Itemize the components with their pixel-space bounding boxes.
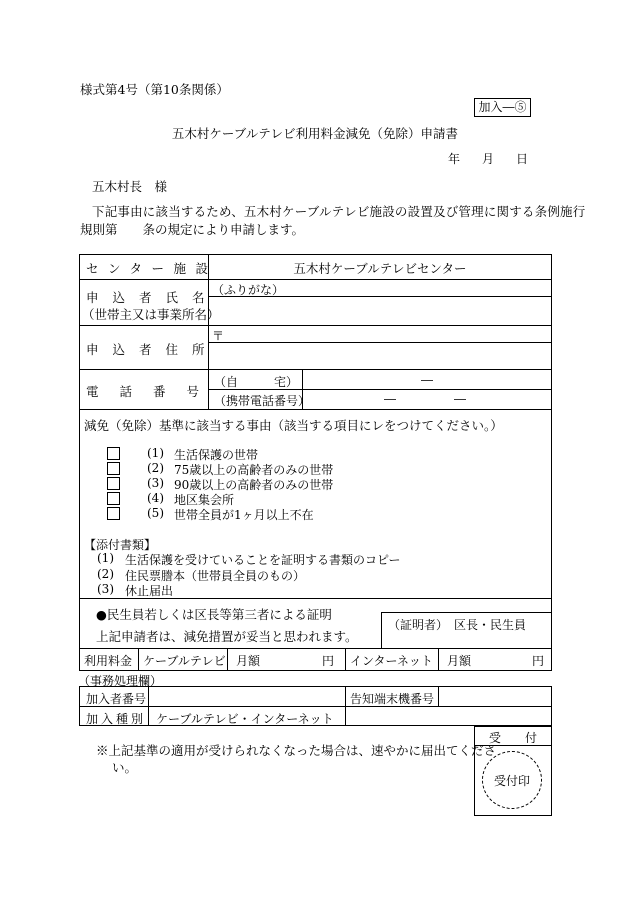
center-label	[86, 259, 218, 277]
member-no-label: 加入者番号	[86, 692, 147, 706]
fee-cable-label: ケーブルテレビ	[143, 654, 226, 668]
certification-statement: 上記申請者は、減免措置が妥当と思われます。	[96, 629, 358, 644]
intro-line-2: 規則第 条の規定により申請します。	[80, 222, 305, 237]
attachment-num-3: (3)	[97, 582, 114, 596]
fee-internet-label: インターネット	[350, 654, 433, 668]
attachments-heading: 【添付書類】	[84, 538, 157, 552]
attachment-text-2: 住民票謄本（世帯員全員のもの）	[125, 569, 306, 583]
reason-num-3: (3)	[147, 476, 164, 490]
reception-label: 受 付	[488, 731, 537, 745]
office-heading: （事務処理欄）	[78, 674, 163, 688]
terminal-no-label: 告知端末機番号	[350, 692, 435, 706]
phone-mobile-label: （携帯電話番号）	[214, 394, 311, 408]
name-label-sub: （世帯主又は事業所名）	[82, 307, 220, 322]
certifier-value: 区長・民生員	[454, 618, 527, 632]
fee-internet-monthly: 月額	[447, 654, 472, 668]
date-day-label: 日	[516, 152, 529, 166]
furigana-label: （ふりがな）	[212, 283, 285, 297]
reason-text-1: 生活保護の世帯	[174, 448, 259, 462]
attachment-num-2: (2)	[97, 567, 114, 581]
postal-mark: 〒	[212, 329, 225, 343]
fee-internet-yen: 円	[532, 654, 545, 668]
reason-num-2: (2)	[147, 461, 164, 475]
center-value: 五木村ケーブルテレビセンター	[293, 261, 467, 276]
phone-mobile-dash-2: ―	[454, 392, 466, 406]
phone-mobile-dash-1: ―	[384, 392, 396, 406]
join-type-label: 加入種別	[86, 712, 147, 726]
reason-checkbox-5[interactable]	[107, 507, 120, 520]
reason-num-4: (4)	[147, 491, 164, 505]
reason-num-5: (5)	[147, 506, 164, 520]
fee-cable-monthly: 月額	[236, 654, 261, 668]
join-type-value: ケーブルテレビ・インターネット	[156, 712, 334, 726]
name-label: 申込者氏名	[86, 290, 219, 305]
fee-label: 利用料金	[84, 654, 133, 668]
intro-line-1: 下記事由に該当するため、五木村ケーブルテレビ施設の設置及び管理に関する条例施行	[92, 204, 586, 219]
reason-num-1: (1)	[147, 446, 164, 460]
reception-stamp-text: 受付印	[493, 774, 530, 788]
reason-checkbox-2[interactable]	[107, 462, 120, 475]
reason-checkbox-3[interactable]	[107, 477, 120, 490]
reason-text-3: 90歳以上の高齢者のみの世帯	[174, 478, 334, 492]
form-title: 五木村ケーブルテレビ利用料金減免（免除）申請書	[171, 126, 459, 141]
form-tag	[474, 98, 531, 117]
date-year-label: 年	[448, 152, 461, 166]
form-tag-text: 加入―⑤	[478, 100, 527, 114]
address-input[interactable]	[209, 343, 551, 368]
attachment-text-3: 休止届出	[125, 584, 174, 598]
reason-checkbox-4[interactable]	[107, 492, 120, 505]
center-label-text: センター施設	[86, 261, 218, 276]
note-line-1: ※上記基準の適用が受けられなくなった場合は、速やかに届出てくださ	[96, 743, 497, 758]
attachment-num-1: (1)	[97, 551, 114, 565]
name-input[interactable]	[209, 297, 551, 324]
date-month-label: 月	[482, 152, 495, 166]
address-label: 申込者住所	[86, 342, 219, 357]
attachment-text-1: 生活保護を受けていることを証明する書類のコピー	[125, 553, 401, 567]
note-line-2: い。	[112, 760, 138, 775]
certifier-label: （証明者）	[388, 618, 449, 632]
reasons-heading: 減免（免除）基準に該当する事由（該当する項目にレをつけてください。）	[84, 418, 503, 433]
reason-text-5: 世帯全員が1ヶ月以上不在	[174, 508, 314, 522]
phone-home-dash: ―	[421, 373, 433, 387]
reason-text-2: 75歳以上の高齢者のみの世帯	[174, 463, 334, 477]
fee-cable-yen: 円	[322, 654, 335, 668]
reason-text-4: 地区集会所	[174, 493, 235, 507]
addressee: 五木村長 様	[92, 179, 168, 194]
phone-label: 電話番号	[86, 384, 221, 399]
reason-checkbox-1[interactable]	[107, 447, 120, 460]
certification-heading: ●民生員若しくは区長等第三者による証明	[96, 607, 332, 622]
form-number: 様式第4号（第10条関係）	[80, 82, 229, 97]
phone-home-label: （自 宅）	[214, 375, 299, 389]
